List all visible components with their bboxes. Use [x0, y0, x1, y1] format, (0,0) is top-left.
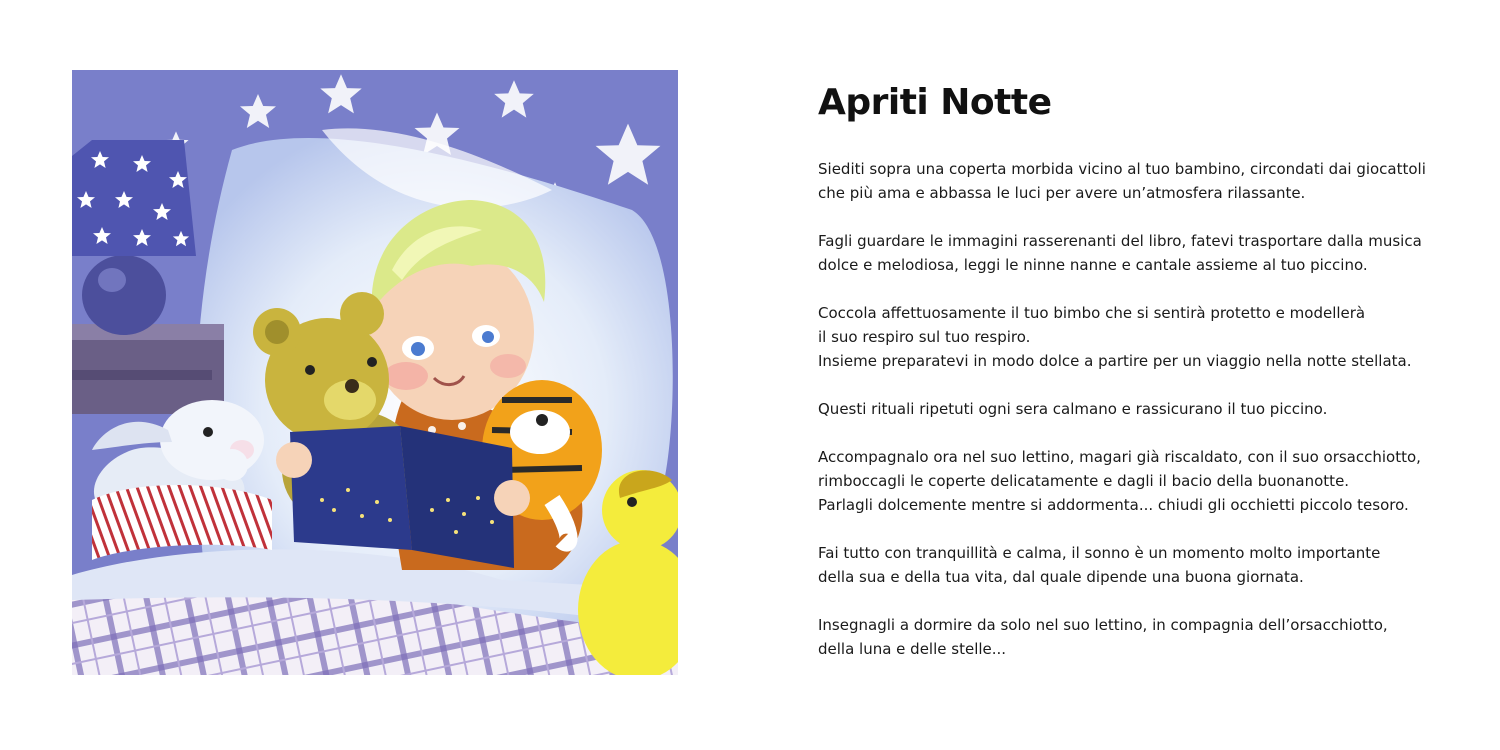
- text-line: della sua e della tua vita, dal quale dipende una buona giornata.: [818, 568, 1304, 586]
- paragraph: [818, 541, 1478, 589]
- text-line: Coccola affettuosamente il tuo bimbo che si sentirà protetto e modellerà: [818, 304, 1366, 322]
- paragraph: [818, 613, 1478, 661]
- paragraph: [818, 301, 1478, 373]
- text-line: Fagli guardare le immagini rasserenanti del libro, fatevi trasportare dalla musica: [818, 232, 1422, 250]
- text-page: [818, 82, 1478, 685]
- text-line: Parlagli dolcemente mentre si addormenta... chiudi gli occhietti piccolo tesoro.: [818, 496, 1409, 514]
- text-line: rimboccagli le coperte delicatamente e dagli il bacio della buonanotte.: [818, 472, 1350, 490]
- paragraph: [818, 397, 1478, 421]
- bedtime-illustration: [72, 70, 678, 675]
- text-line: il suo respiro sul tuo respiro.: [818, 328, 1031, 346]
- text-line: dolce e melodiosa, leggi le ninne nanne e cantale assieme al tuo piccino.: [818, 256, 1368, 274]
- text-line: Insegnagli a dormire da solo nel suo lettino, in compagnia dell’orsacchiotto,: [818, 616, 1388, 634]
- illustration-art: [72, 70, 678, 675]
- text-line: Accompagnalo ora nel suo lettino, magari già riscaldato, con il suo orsacchiotto,: [818, 448, 1421, 466]
- page-title: Apriti Notte: [818, 82, 1052, 123]
- paragraph: [818, 157, 1478, 205]
- paragraph: [818, 229, 1478, 277]
- text-line: Insieme preparatevi in modo dolce a partire per un viaggio nella notte stellata.: [818, 352, 1412, 370]
- text-line: Questi rituali ripetuti ogni sera calmano e rassicurano il tuo piccino.: [818, 400, 1328, 418]
- text-line: Fai tutto con tranquillità e calma, il sonno è un momento molto importante: [818, 544, 1381, 562]
- paragraphs: [818, 157, 1478, 661]
- text-line: Siediti sopra una coperta morbida vicino al tuo bambino, circondati dai giocattoli: [818, 160, 1426, 178]
- text-line: della luna e delle stelle...: [818, 640, 1007, 658]
- paragraph: [818, 445, 1478, 517]
- lamp-base: [82, 255, 166, 335]
- text-line: che più ama e abbassa le luci per avere un’atmosfera rilassante.: [818, 184, 1306, 202]
